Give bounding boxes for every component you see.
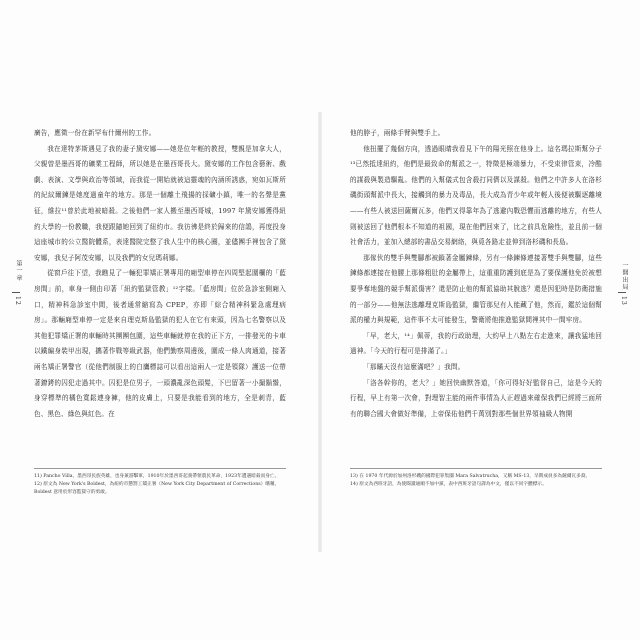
right-paragraph: 他扭擺了幾個方向，透過眼睛我看見下午的陽光照在他身上。這名瑪拉斯幫分子¹³已然抵達紐約，他們是最致命的幫派之一，特徵是極端暴力，不受束律管束，冷酷的謀殺與製造驅亂。他們的入幫儀式包含殺打同儕以及謀殺。他們之中許多人在洛杉磯街頭幫派中長大，接觸到的暴力及毒品，長大成為青少年或年輕人後便被驅逐離境——有些人被送回薩爾瓦多，他們又得靠年為了逃避內戰恐懼而逃離的地方，有些人則被送回了他們根本不知道的祖國，現在他們回來了，比之前具危險性，並且前一個社會活力，並加入總部的書品交易網絡，與覓各路走並伸到洛杉磯和長島。 (350, 144, 602, 247)
right-page-body (350, 126, 602, 422)
page-number-rule (618, 292, 626, 293)
right-footnotes (350, 468, 602, 489)
right-paragraph: 他的脖子，兩條手臂與雙手上。 (350, 129, 445, 137)
right-paragraph: 那傢伙的雙手與雙腳都被鎖著金屬鍊條，另有一條鍊條連接著雙手與雙腳，這些鍊條都連接在他腰上那條粗肚的金屬帶上，這重重防護到底是為了要保護他免於被想要爭奪地盤的競手幫派傷害？還是防止他的幫派協助其脫逃？還是因犯時是防衛措施的一部分——他無法逃離理克斯島監獄，繼管那兒有人能藏了他，然而，鑑於這個幫派的權力與規範，這件事不太可能發生，警衛將他推進監獄間裡其中一間牢房。 (350, 253, 602, 325)
chapter-label: 第一章 (15, 260, 22, 282)
footnote: 14) 原文為西班牙語，為使閱讀通順不加中黨，表中西班牙語句譯為中文，僅以不同字體標示。 (350, 482, 547, 488)
left-page-body (34, 126, 286, 422)
footnote: 13) 在 1970 年代源於加州洛杉磯的國際犯罪集團 Mara Salvatrucha，又稱 MS-13，早期成員多為薩爾瓦多裔。 (350, 474, 591, 479)
page-number-rule (12, 292, 20, 293)
left-paragraph: 從窗戶往下望，我瞧見了一輛犯罪矯正署專用的廂型車停在四周堅起圍欄的「藍房間」前，車身一側由印著「紐約監獄管教」¹²字樣。「藍房間」位於急診室側廂入口，精神科急診室中間，後者通常縮寫為 CPEP，亦即「綜合精神科緊急處理病房」。那輛廂型車停一定是來自理克斯島監獄的犯人在它有來頭，因為七名警察以及其他犯罪矯正署的車輛時其團團包圍，這些車輛就停在我的正下方，一排發光的卡車以鐵編身裝甲出現，攜著作戰等級武器，他們勤察周邊後，圍成一條人肉通道，接著兩名矯正署警官（從他們制服上的白鷹標誌可以看出這兩人一定是領隊）護送一位帶著鐐銬的囚犯走過其中。囚犯是位男子，一頭濃亂深色頭髮，下巴留著一小撮鬍鬚，身穿標準的橘色寬鬆連身褲，他的皮膚上，只要是我能看到的地方，全是刺青，藍色、黑色、綠色與紅色。在 (34, 269, 286, 418)
footnote: 11) Pancho Villa，墨西哥民族英雄，也身兼游擊軍，1910年於墨西哥起義帶領農民革命，1923年遭遇暗殺而身亡。 (34, 474, 280, 479)
footnote-rule (34, 468, 286, 469)
right-page-number: 13 (620, 296, 627, 306)
footnote: 12) 原文為 New York's Boldest，為紐約市懲罰工矯正署（New York City Department of Corrections）暱稱，Boldest 意用於形容監獄守的勇敢。 (34, 482, 280, 496)
right-paragraph: 「早，老大，¹⁴」佩蒂，我的行政助理，大約早上八點左右走進來，讓我猛地回過神。「今天的行程可是排滿了。」 (350, 331, 602, 356)
left-paragraph: 我在達特茅斯遇見了我的妻子黛安娜——她是位年輕的教授，雙親是加拿大人，父親曾是墨西哥的礦業工程師，所以她是在墨西哥長大。黛安娜的工作包含藝術、戲劇、表演、文學與政治等領域，而我從一開始就被這靈魂的內涵所誘惑，宛如瓦斯所的紀紋爾鍊是她度過童年的地方。那是一個離土飛揚的採礦小鎮，唯一的名聲是黨征，維拉¹¹曾於此地被暗殺。之後他們一家人搬至墨西哥城，1997 年黛安娜獲得紐約大學的一份教職，我便跟隨她回到了紐約市。我彷彿是終於歸來的信鴿，再度投身這座城市的公立醫院體系，表達醫院完整了我人生中的核心圈，並儘團手裡包含了黛安娜，我兒子阿茂安娜，以及我們的女兒瑪莉娜。 (34, 144, 286, 262)
running-title: 一開出局 (621, 262, 628, 291)
right-paragraph: 「洛各幹你的，老大？」她回快幽默答道，「你可得好好監督自己，這是今天的行程，早上有第一次會，對理智主能的兩件事情為人正趕過來確保我們已經將三面所有的聯合國大會做好準備，上帝保佑他們千萬別對那些個世界領袖級人物開 (350, 378, 602, 418)
footnote-rule (350, 468, 602, 469)
right-paragraph: 「那瞞天沒有這麼滿吧？」我問。 (363, 362, 465, 371)
book-gutter (318, 112, 322, 552)
left-page-number: 12 (14, 296, 21, 306)
left-paragraph: 廣告，應徵一份在新罕布什爾州的工作。 (34, 129, 156, 137)
left-footnotes (34, 468, 286, 498)
